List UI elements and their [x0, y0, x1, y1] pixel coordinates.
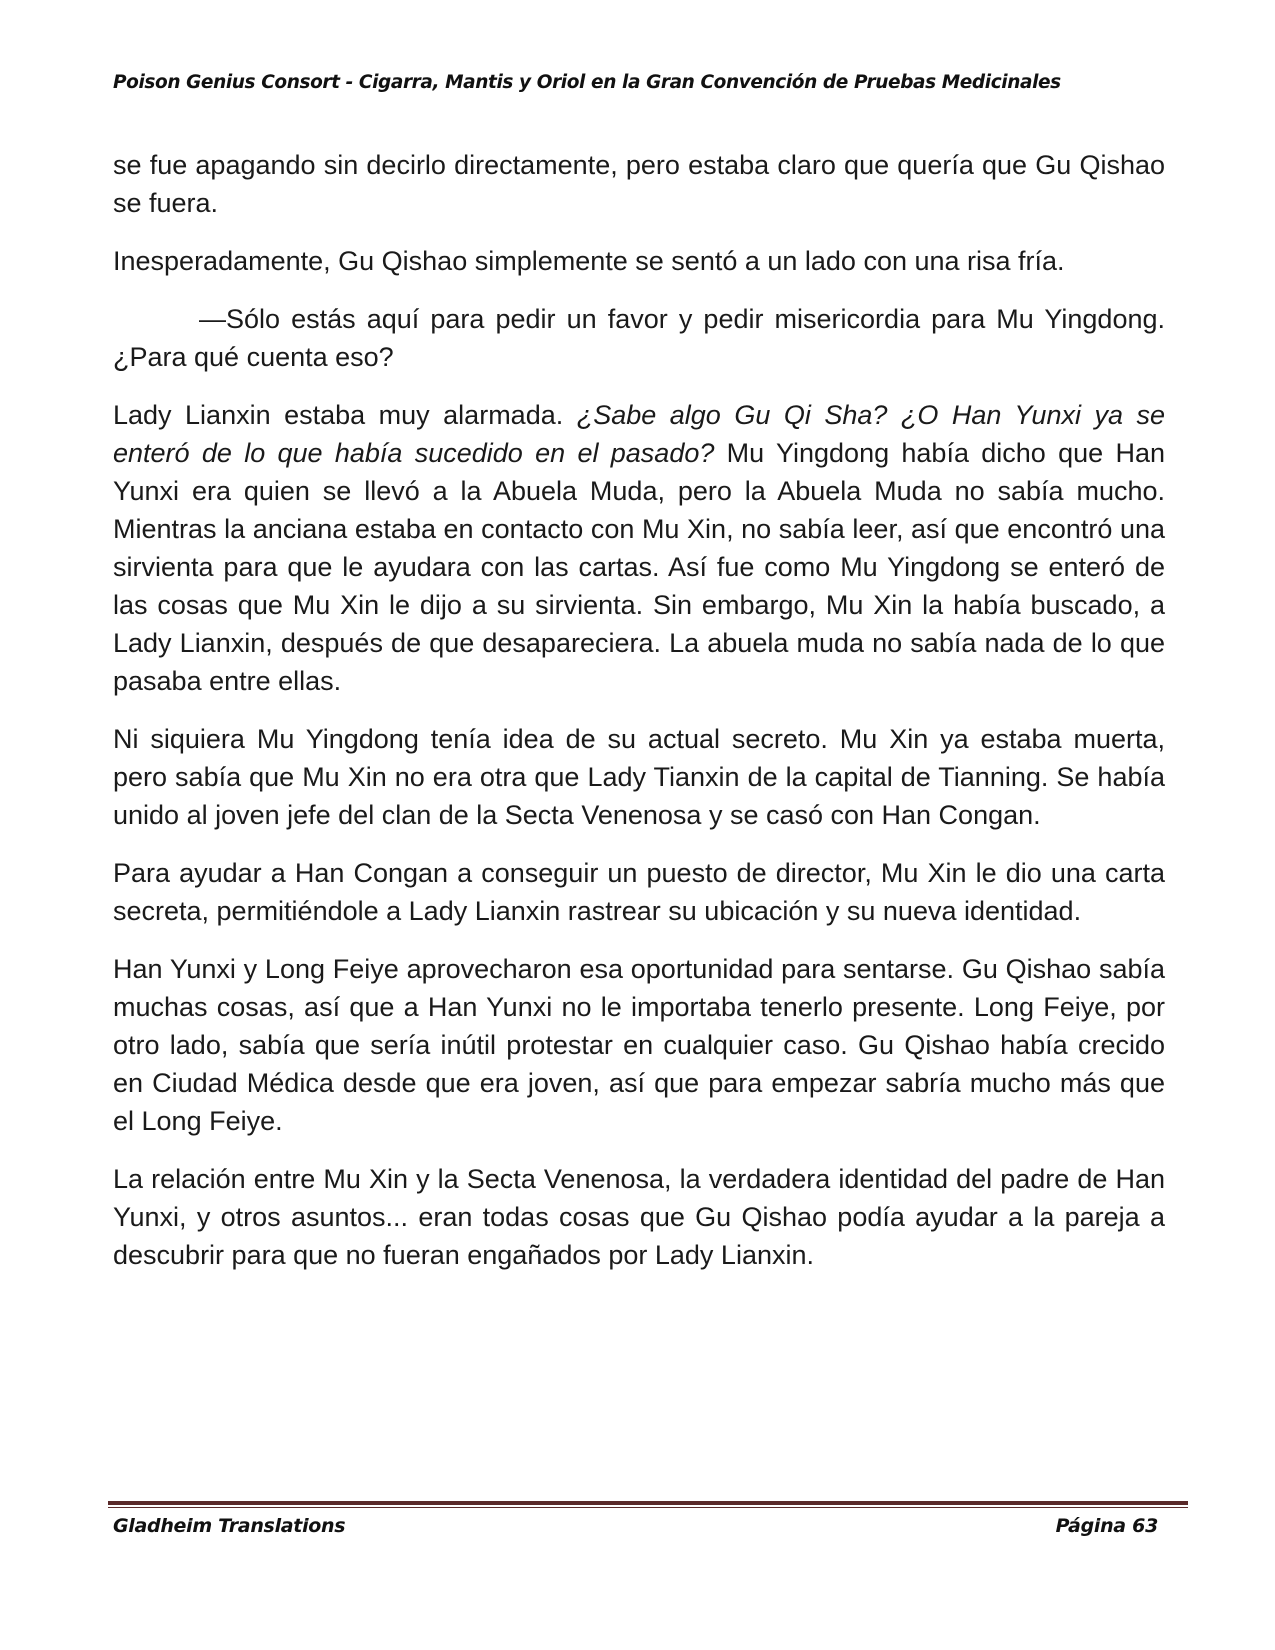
paragraph-8: La relación entre Mu Xin y la Secta Venenosa, la verdadera identidad del padre de Han Yunxi, y otros asuntos... eran todas cosas que Gu Qishao podía ayudar a la pareja a descubrir para que no fueran engañados por Lady Lianxin.: [113, 1164, 1165, 1270]
footer-translator-credit: Gladheim Translations: [113, 1515, 346, 1537]
paragraph-4-lead: Lady Lianxin estaba muy alarmada.: [113, 400, 577, 430]
paragraph-4-inner-thought: ¿Sabe algo Gu Qi Sha? ¿O Han Yunxi ya se enteró de lo que había sucedido en el pasado?: [113, 400, 1165, 468]
paragraph-6: Para ayudar a Han Congan a conseguir un puesto de director, Mu Xin le dio una carta secreta, permitiéndole a Lady Lianxin rastrear su ubicación y su nueva identidad.: [113, 858, 1165, 926]
paragraph-4: [113, 396, 1165, 700]
footer-page-number: Página 63: [1055, 1515, 1158, 1537]
paragraph-5: Ni siquiera Mu Yingdong tenía idea de su actual secreto. Mu Xin ya estaba muerta, pero sabía que Mu Xin no era otra que Lady Tianxin de la capital de Tianning. Se había unido al joven jefe del clan de la Secta Venenosa y se casó con Han Congan.: [113, 724, 1165, 830]
paragraph-3-dialogue: —Sólo estás aquí para pedir un favor y pedir misericordia para Mu Yingdong. ¿Para qué cuenta eso?: [113, 304, 1165, 372]
footer-divider-thin: [108, 1507, 1188, 1508]
paragraph-2: Inesperadamente, Gu Qishao simplemente se sentó a un lado con una risa fría.: [113, 246, 1065, 276]
running-header: Poison Genius Consort - Cigarra, Mantis y Oriol en la Gran Convención de Pruebas Medicinales: [113, 72, 1061, 93]
footer-divider: [108, 1501, 1188, 1509]
paragraph-1: se fue apagando sin decirlo directamente, pero estaba claro que quería que Gu Qishao se fuera.: [113, 150, 1165, 218]
chapter-body: [113, 146, 1165, 1294]
paragraph-4-rest: Mu Yingdong había dicho que Han Yunxi era quien se llevó a la Abuela Muda, pero la Abuela Muda no sabía mucho. Mientras la anciana estaba en contacto con Mu Xin, no sabía leer, así que encontró una sirvienta para que le ayudara con las cartas. Así fue como Mu Yingdong se enteró de las cosas que Mu Xin le dijo a su sirvienta. Sin embargo, Mu Xin la había buscado, a Lady Lianxin, después de que desapareciera. La abuela muda no sabía nada de lo que pasaba entre ellas.: [113, 438, 1166, 696]
paragraph-7: Han Yunxi y Long Feiye aprovecharon esa oportunidad para sentarse. Gu Qishao sabía muchas cosas, así que a Han Yunxi no le importaba tenerlo presente. Long Feiye, por otro lado, sabía que sería inútil protestar en cualquier caso. Gu Qishao había crecido en Ciudad Médica desde que era joven, así que para empezar sabría mucho más que el Long Feiye.: [113, 954, 1165, 1136]
